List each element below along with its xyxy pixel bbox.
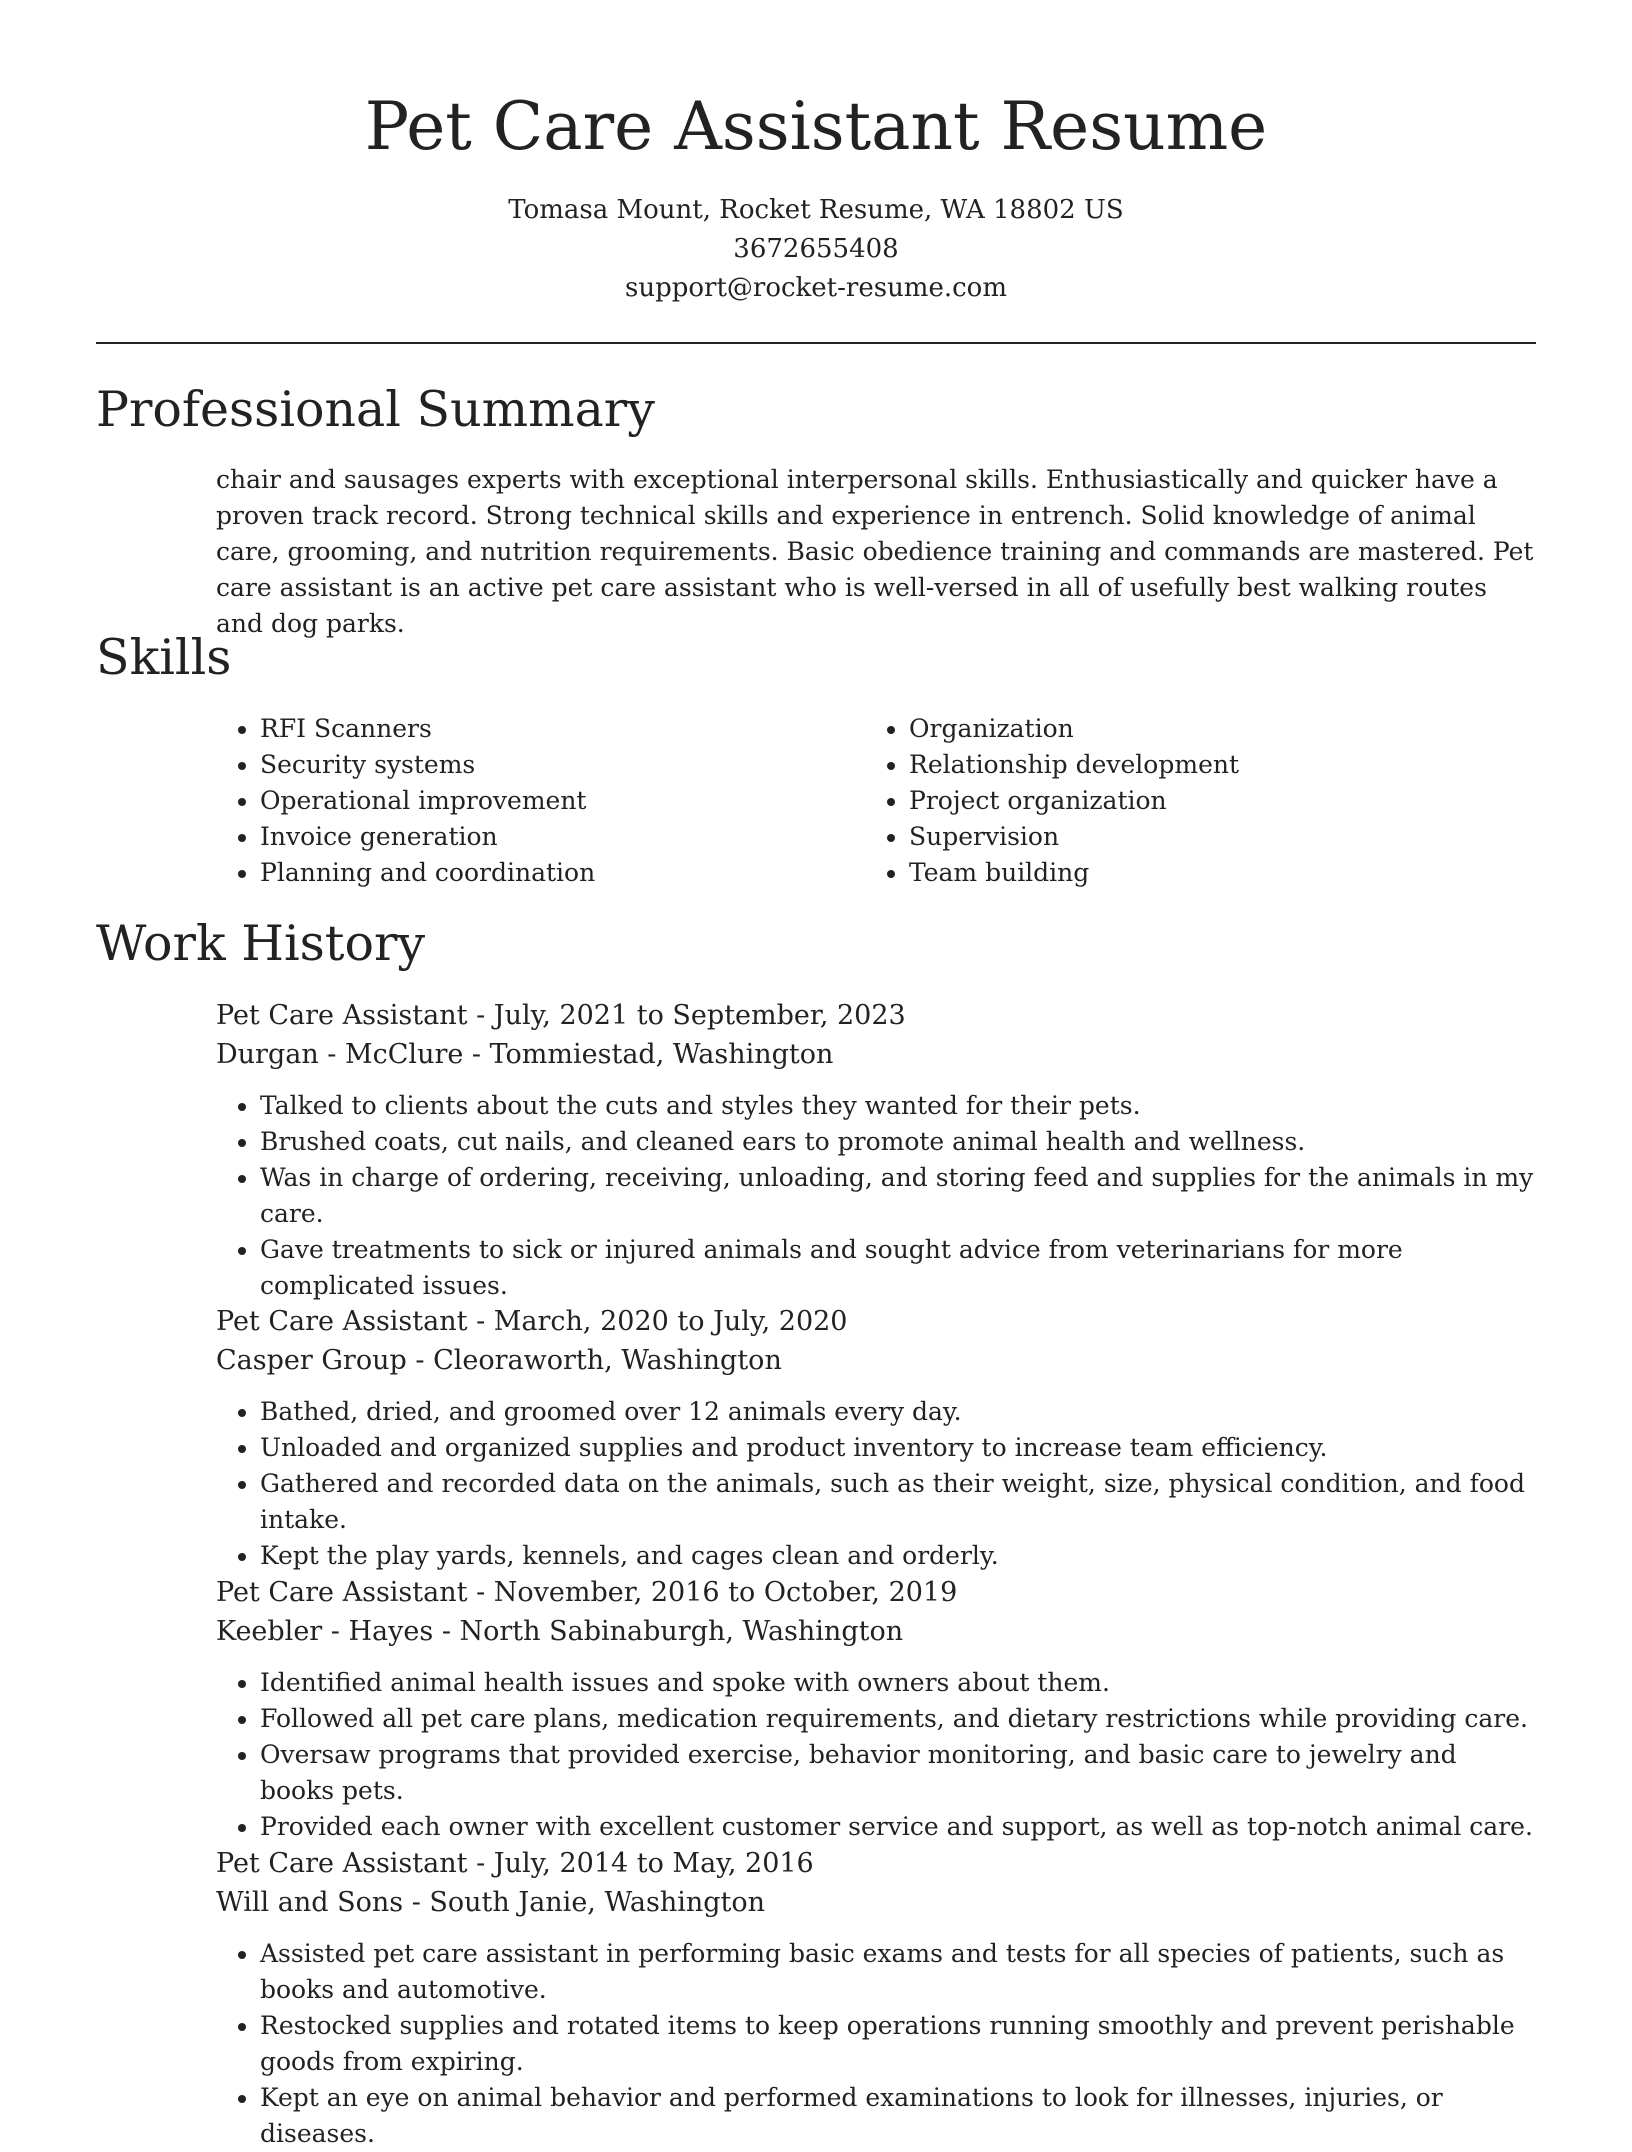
job-location: - Tommiestad, Washington — [463, 1039, 834, 1070]
job-company-line — [216, 1341, 1536, 1380]
job-entry — [216, 1844, 1536, 2152]
job-dates: - July, 2014 to May, 2016 — [467, 1848, 814, 1879]
job-title: Pet Care Assistant — [216, 1848, 468, 1879]
summary-text: chair and sausages experts with exceptional interpersonal skills. Enthusiastically and quicker have a proven track record. Strong technical skills and experience in entrench. Solid knowledge of animal care, grooming, and nutrition requirements. Basic obedience training and commands are mastered. Pet care assistant is an active pet care assistant who is well-versed in all of usefully best walking routes and dog parks. — [216, 465, 1534, 638]
summary-heading: Professional Summary — [96, 381, 655, 438]
job-bullet: • Unloaded and organized supplies and product inventory to increase team efficiency. — [260, 1430, 1536, 1466]
skill-item: • Organization — [909, 711, 1514, 747]
job-location: - Cleoraworth, Washington — [406, 1345, 782, 1376]
job-bullet: • Provided each owner with excellent customer service and support, as well as top-notch animal care. — [260, 1809, 1536, 1845]
job-bullets — [216, 1394, 1536, 1574]
job-title-line — [216, 996, 1536, 1035]
job-company-line — [216, 1883, 1536, 1922]
job-location: - South Janie, Washington — [403, 1887, 766, 1918]
job-entry — [216, 1302, 1536, 1574]
job-title: Pet Care Assistant — [216, 1000, 468, 1031]
skill-item: • Team building — [909, 855, 1514, 891]
job-bullet: • Bathed, dried, and groomed over 12 animals every day. — [260, 1394, 1536, 1430]
job-company: Keebler - Hayes — [216, 1616, 434, 1647]
job-dates: - November, 2016 to October, 2019 — [467, 1577, 958, 1608]
job-dates: - July, 2021 to September, 2023 — [467, 1000, 906, 1031]
job-title-line — [216, 1844, 1536, 1883]
skills-list — [216, 711, 1536, 891]
header-divider — [96, 342, 1536, 344]
skill-item: • Relationship development — [909, 747, 1514, 783]
job-bullet: • Kept an eye on animal behavior and performed examinations to look for illnesses, injuries, or diseases. — [260, 2080, 1536, 2152]
job-bullets — [216, 1665, 1536, 1845]
skills-column-left — [216, 711, 865, 891]
resume-title: Pet Care Assistant Resume — [364, 88, 1268, 165]
skills-heading: Skills — [96, 629, 232, 686]
job-company: Casper Group — [216, 1345, 407, 1376]
job-bullet: • Was in charge of ordering, receiving, unloading, and storing feed and supplies for the animals in my care. — [260, 1160, 1536, 1232]
job-title: Pet Care Assistant — [216, 1577, 468, 1608]
job-bullet: • Brushed coats, cut nails, and cleaned ears to promote animal health and wellness. — [260, 1124, 1536, 1160]
job-location: - North Sabinaburgh, Washington — [433, 1616, 904, 1647]
job-bullet: • Assisted pet care assistant in performing basic exams and tests for all species of patients, such as books and automotive. — [260, 1936, 1536, 2008]
contact-phone: 3672655408 — [733, 234, 899, 264]
job-bullet: • Followed all pet care plans, medication requirements, and dietary restrictions while providing care. — [260, 1701, 1536, 1737]
work-history-heading: Work History — [96, 915, 426, 972]
skill-item: • Security systems — [260, 747, 865, 783]
job-bullet: • Restocked supplies and rotated items to keep operations running smoothly and prevent perishable goods from expiring. — [260, 2008, 1536, 2080]
job-company-line — [216, 1035, 1536, 1074]
job-bullets — [216, 1936, 1536, 2152]
skills-column-right — [865, 711, 1514, 891]
skill-item: • Planning and coordination — [260, 855, 865, 891]
job-company-line — [216, 1612, 1536, 1651]
skill-item: • Supervision — [909, 819, 1514, 855]
job-entry — [216, 996, 1536, 1304]
job-bullet: • Talked to clients about the cuts and styles they wanted for their pets. — [260, 1088, 1536, 1124]
job-company: Will and Sons — [216, 1887, 404, 1918]
skill-item: • RFI Scanners — [260, 711, 865, 747]
job-bullet: • Oversaw programs that provided exercise, behavior monitoring, and basic care to jewelry and books pets. — [260, 1737, 1536, 1809]
skill-item: • Project organization — [909, 783, 1514, 819]
job-entry — [216, 1573, 1536, 1845]
job-dates: - March, 2020 to July, 2020 — [467, 1306, 848, 1337]
contact-address: Tomasa Mount, Rocket Resume, WA 18802 US — [508, 195, 1124, 225]
job-bullet: • Identified animal health issues and spoke with owners about them. — [260, 1665, 1536, 1701]
job-bullets — [216, 1088, 1536, 1304]
job-bullet: • Gave treatments to sick or injured animals and sought advice from veterinarians for more complicated issues. — [260, 1232, 1536, 1304]
job-company: Durgan - McClure — [216, 1039, 464, 1070]
job-title-line — [216, 1302, 1536, 1341]
contact-block — [96, 191, 1536, 308]
job-title-line — [216, 1573, 1536, 1612]
contact-email: support@rocket-resume.com — [624, 273, 1007, 303]
job-bullet: • Kept the play yards, kennels, and cages clean and orderly. — [260, 1538, 1536, 1574]
skill-item: • Operational improvement — [260, 783, 865, 819]
job-title: Pet Care Assistant — [216, 1306, 468, 1337]
skill-item: • Invoice generation — [260, 819, 865, 855]
job-bullet: • Gathered and recorded data on the animals, such as their weight, size, physical condition, and food intake. — [260, 1466, 1536, 1538]
